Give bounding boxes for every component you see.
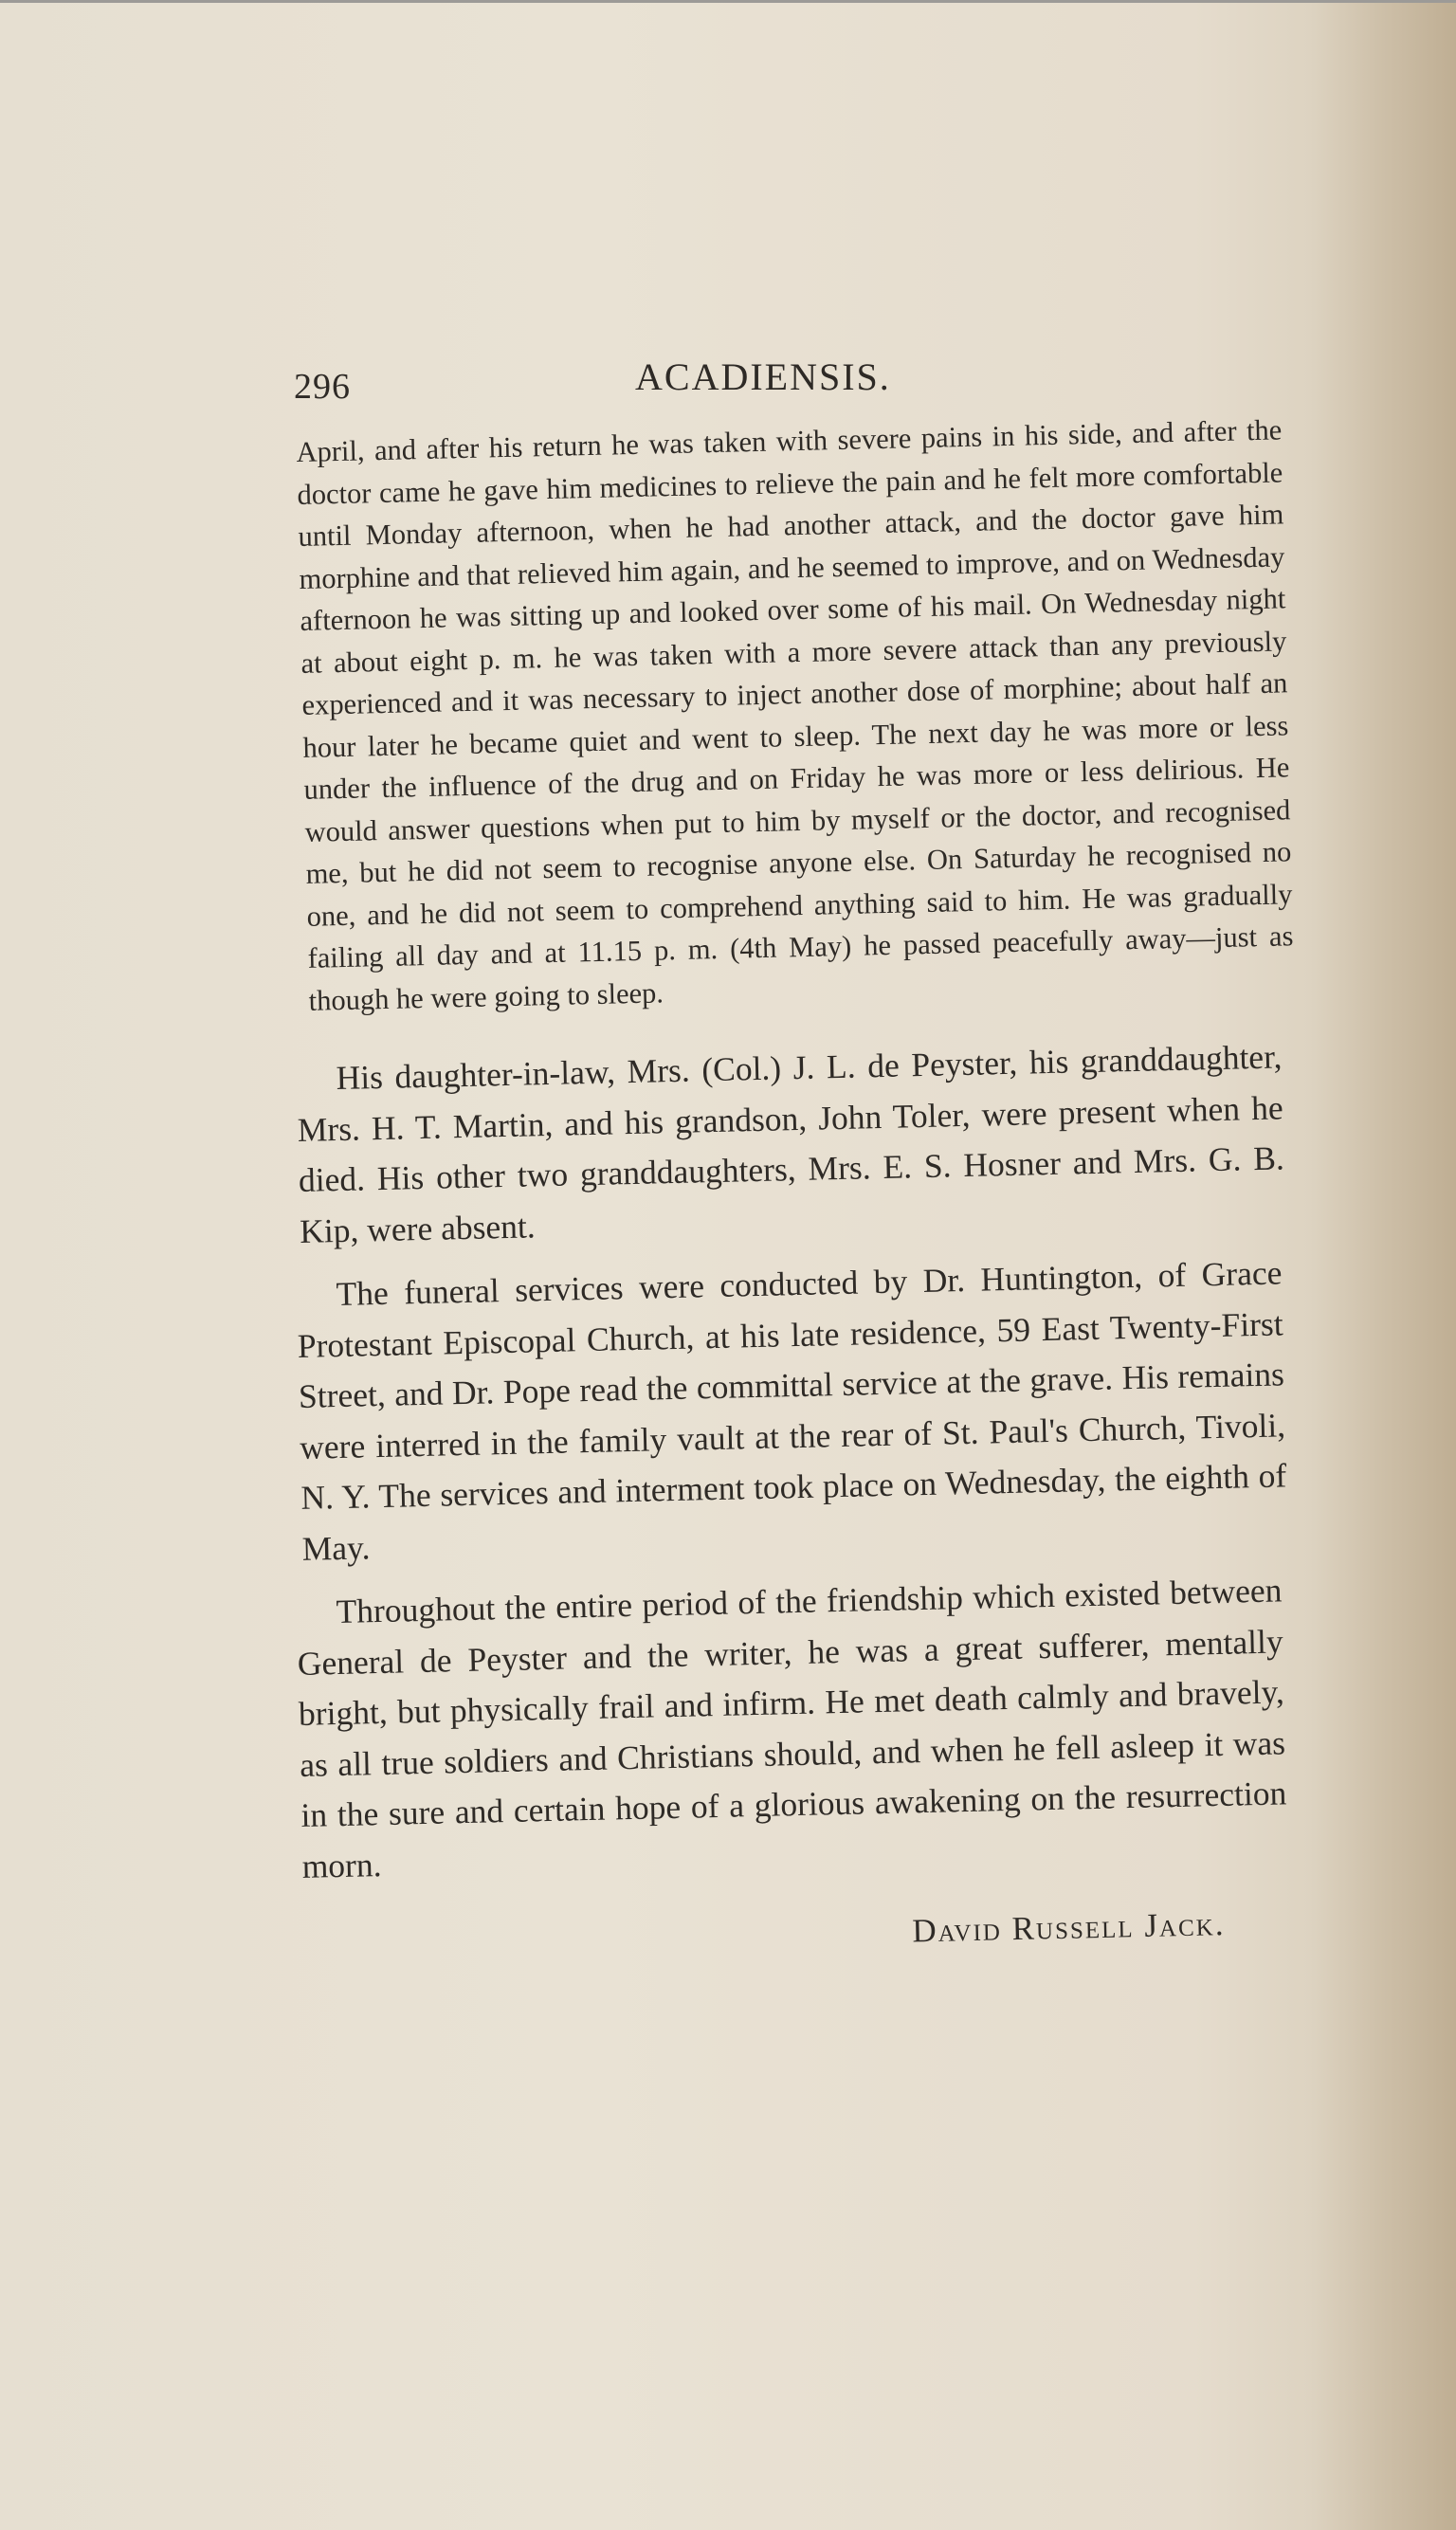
paragraph-funeral-services: The funeral services were conducted by Dr. Huntington, of Grace Protestant Episcopal Church, at his late residence, 59 East Twenty-First Street, and Dr. Pope read the committal service at the grave. His remains were interred in the family vault at the rear of St. Paul's Church, Tivoli, N. Y. The services and interment took place on Wednesday, the eighth of May. [297,1253,1287,1568]
page-number: 296 [294,367,351,407]
author-signature: David Russell Jack. [911,1905,1226,1950]
page-top-edge [0,0,1456,3]
running-title: ACADIENSIS. [635,355,891,398]
paragraph-friendship: Throughout the entire period of the friendship which existed between General de Peyster and the writer, he was a great sufferer, mentally bright, but physically frail and infirm. He met death calmly and bravely, as all true soldiers and Christians should, and when he fell asleep it was in the sure and certain hope of a glorious awakening on the resurrection morn. [297,1571,1287,1885]
paragraph-letter-excerpt: April, and after his return he was taken with severe pains in his side, and after the doctor came he gave him medicines to relieve the pain and he felt more comfortable until Monday afternoon, when he had another attack, and the doctor gave him morphine and that relieved him again, and he seemed to improve, and on Wednesday afternoon he was sitting up and looked over some of his mail. On Wednesday night at about eight p. m. he was taken with a more severe attack than any previously experienced and it was necessary to inject another dose of morphine; about half an hour later he became quiet and went to sleep. The next day he was more or less under the influence of the drug and on Friday he was more or less delirious. He would answer questions when put to him by myself or the doctor, and recognised me, but he did not seem to recognise anyone else. On Saturday he recognised no one, and he did not seem to comprehend anything said to him. He was gradually failing all day and at 11.15 p. m. (4th May) he passed peacefully away—just as though he were going to sleep. [296,413,1294,1017]
page-header [294,351,1280,407]
page-body [296,413,1294,1950]
paragraph-family-present: His daughter-in-law, Mrs. (Col.) J. L. de Peyster, his granddaughter, Mrs. H. T. Martin, and his grandson, John Toler, were present when he died. His other two granddaughters, Mrs. E. S. Hosner and Mrs. G. B. Kip, were absent. [297,1037,1285,1250]
